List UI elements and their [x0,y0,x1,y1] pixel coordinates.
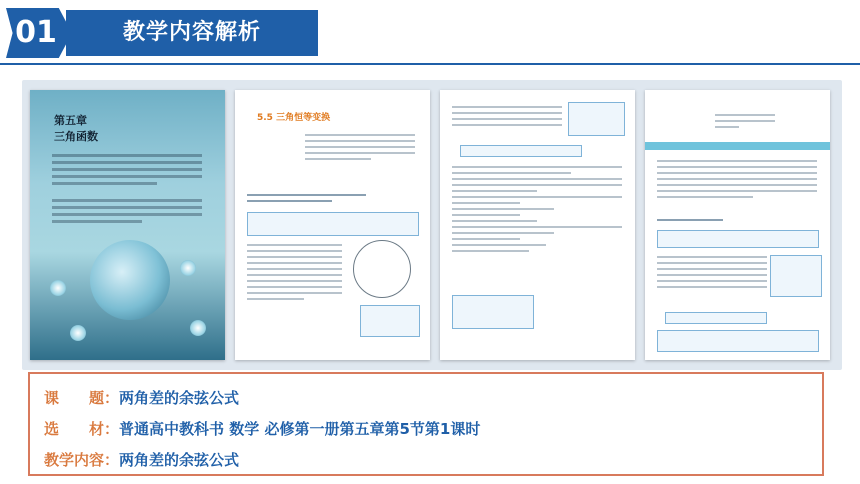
textbook-page-exercises [645,90,830,360]
content-row [44,449,239,470]
orb-illustration [180,260,196,276]
chapter-name: 三角函数 [54,130,98,143]
inquiry-box [657,230,819,248]
textbook-page-cover [30,90,225,360]
material-value: 普通高中教科书 数学 必修第一册第五章第5节第1课时 [119,420,481,438]
content-label: 教学内容： [44,451,120,469]
text-block [657,156,817,202]
text-block [657,252,767,292]
section-heading: 5.5 三角恒等变换 [257,113,331,123]
formula-box [460,145,582,157]
text-block [715,110,775,132]
orb-illustration [190,320,206,336]
content-value: 两角差的余弦公式 [119,451,240,469]
reflection-box [657,330,819,352]
sphere-illustration [90,240,170,320]
note-box [770,255,822,297]
textbook-page-section [235,90,430,360]
text-block [247,190,417,206]
textbook-page-derivation [440,90,635,360]
inquiry-box [247,212,419,236]
page-title: 教学内容解析 [122,20,261,45]
lesson-info-box [28,372,824,476]
note-box [360,305,420,337]
orb-illustration [50,280,66,296]
text-block [657,215,767,225]
text-block [247,240,342,304]
topic-value: 两角差的余弦公式 [119,389,240,407]
chapter-label: 第五章 [54,114,87,127]
unit-circle-figure [353,240,411,298]
orb-illustration [70,325,86,341]
text-block [305,130,415,164]
topic-label: 课 题： [44,389,120,407]
header-divider [0,63,860,65]
cover-text-block [52,150,202,227]
section-number: 01 [15,15,57,50]
note-box [568,102,625,136]
material-row [44,418,480,439]
text-block [452,102,562,130]
material-label: 选 材： [44,420,120,438]
formula-box [665,312,767,324]
text-block [452,162,622,256]
summary-box [452,295,534,329]
topic-row [44,387,239,408]
exercise-band [645,142,830,150]
